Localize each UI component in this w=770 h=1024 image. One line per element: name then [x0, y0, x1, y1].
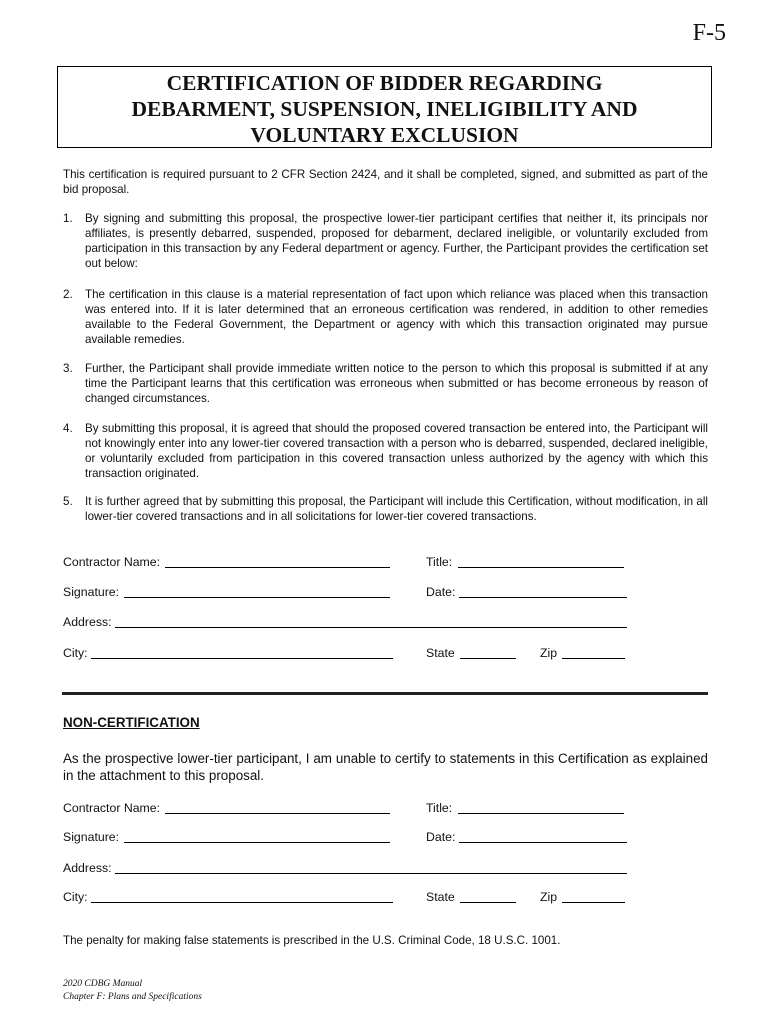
zip-field[interactable]: [562, 646, 625, 659]
signature-label: Signature:: [63, 585, 120, 599]
state-label: State: [426, 646, 455, 660]
address-label: Address:: [63, 615, 112, 629]
clause-text: It is further agreed that by submitting this proposal, the Participant will include this Certification, without modification, in all lower-tier covered transactions and in all solicitations for lower-tier covered transactions.: [85, 495, 708, 523]
clause-number: 2.: [63, 288, 73, 301]
state-label: State: [426, 890, 455, 904]
intro-paragraph: This certification is required pursuant to 2 CFR Section 2424, and it shall be completed, signed, and submitted as part of the bid proposal.: [63, 168, 708, 196]
clause-number: 1.: [63, 212, 73, 225]
clause-5: [63, 494, 708, 524]
clause-text: Further, the Participant shall provide immediate written notice to the person to which this proposal is submitted if at any time the Participant learns that this certification was erroneous when submitted or has become erroneous by reason of changed circumstances.: [85, 362, 708, 405]
clause-4: [63, 421, 708, 481]
contractor-name-field[interactable]: [165, 801, 390, 814]
signature-label: Signature:: [63, 830, 120, 844]
signature-field[interactable]: [124, 830, 390, 843]
document-title: [57, 66, 712, 148]
title-line-3: VOLUNTARY EXCLUSION: [250, 123, 519, 147]
signature-field[interactable]: [124, 585, 390, 598]
contractor-name-field[interactable]: [165, 555, 390, 568]
clause-1: [63, 211, 708, 271]
non-certification-text: As the prospective lower-tier participant, I am unable to certify to statements in this Certification as explained in the attachment to this proposal.: [63, 751, 708, 783]
zip-label: Zip: [540, 646, 558, 660]
title-field[interactable]: [458, 555, 624, 568]
page-number: F-5: [692, 20, 726, 46]
title-line-1: CERTIFICATION OF BIDDER REGARDING: [166, 71, 603, 95]
city-label: City:: [63, 890, 88, 904]
date-field[interactable]: [459, 830, 627, 843]
date-label: Date:: [426, 585, 456, 599]
clause-number: 3.: [63, 362, 73, 375]
section-divider: [62, 692, 708, 695]
address-field[interactable]: [115, 861, 627, 874]
clause-number: 5.: [63, 495, 73, 508]
clause-text: The certification in this clause is a material representation of fact upon which reliance was placed when this transaction was entered into. If it is later determined that an erroneous certification was rendered, in addition to other remedies available to the Federal Government, the Department or agency with which this transaction originated may pursue available remedies.: [85, 288, 708, 346]
state-field[interactable]: [460, 646, 516, 659]
penalty-statement: The penalty for making false statements is prescribed in the U.S. Criminal Code, 18 U.S.C. 1001.: [63, 934, 561, 947]
contractor-name-label: Contractor Name:: [63, 801, 161, 815]
footer-chapter: Chapter F: Plans and Specifications: [63, 992, 202, 1002]
non-certification-heading: NON-CERTIFICATION: [63, 715, 200, 730]
clause-text: By submitting this proposal, it is agreed that should the proposed covered transaction be entered into, the Participant will not knowingly enter into any lower-tier covered transaction with a person who is debarred, suspended, declared ineligible, or voluntarily excluded from participation in this covered transaction unless authorized by the agency with which this transaction originated.: [85, 422, 708, 480]
city-label: City:: [63, 646, 88, 660]
date-field[interactable]: [459, 585, 627, 598]
title-label: Title:: [426, 801, 453, 815]
date-label: Date:: [426, 830, 456, 844]
title-label: Title:: [426, 555, 453, 569]
state-field[interactable]: [460, 890, 516, 903]
clause-2: [63, 287, 708, 347]
footer: [63, 978, 202, 1004]
contractor-name-label: Contractor Name:: [63, 555, 161, 569]
address-label: Address:: [63, 861, 112, 875]
city-field[interactable]: [91, 890, 393, 903]
address-field[interactable]: [115, 615, 627, 628]
clause-number: 4.: [63, 422, 73, 435]
clause-3: [63, 361, 708, 406]
zip-field[interactable]: [562, 890, 625, 903]
zip-label: Zip: [540, 890, 558, 904]
clause-text: By signing and submitting this proposal, the prospective lower-tier participant certifies that neither it, its principals nor affiliates, is presently debarred, suspended, proposed for debarment, declared ineligible, or voluntarily excluded from participation in this transaction by any Federal department or agency. Further, the Participant provides the certification set out below:: [85, 212, 708, 270]
title-line-2: DEBARMENT, SUSPENSION, INELIGIBILITY AND: [131, 97, 638, 121]
city-field[interactable]: [91, 646, 393, 659]
footer-manual: 2020 CDBG Manual: [63, 979, 143, 989]
title-field[interactable]: [458, 801, 624, 814]
